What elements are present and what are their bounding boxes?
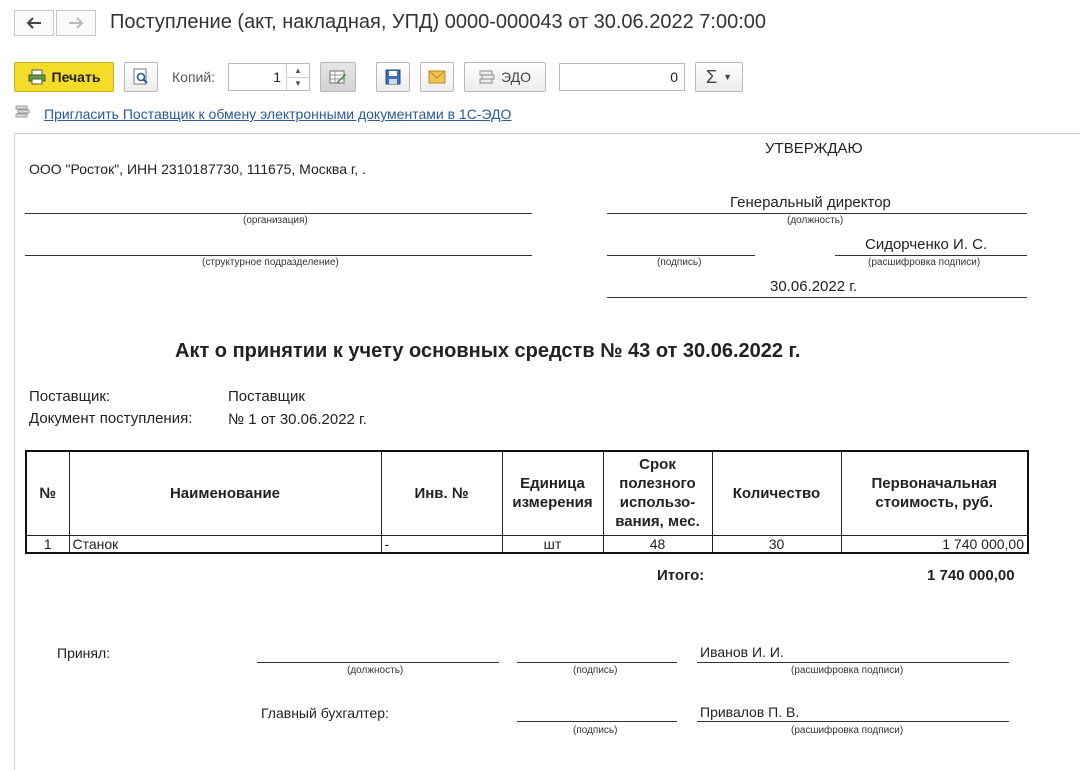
organization-line bbox=[25, 213, 532, 214]
accepted-decode-caption: (расшифровка подписи) bbox=[791, 665, 904, 676]
col-inv: Инв. № bbox=[381, 451, 502, 535]
arrow-left-icon bbox=[26, 17, 42, 29]
director-position: Генеральный директор bbox=[730, 194, 891, 211]
accepted-position-line bbox=[257, 662, 499, 663]
edit-mode-button[interactable] bbox=[320, 62, 356, 92]
accepted-position-caption: (должность) bbox=[347, 665, 404, 676]
copies-value: 1 bbox=[273, 69, 281, 85]
total-label: Итого: bbox=[657, 567, 705, 584]
cell-name: Станок bbox=[69, 535, 381, 553]
edo-button[interactable] bbox=[464, 62, 546, 92]
col-cost: Первоначальная стоимость, руб. bbox=[841, 451, 1028, 535]
floppy-icon bbox=[385, 69, 401, 85]
chevron-down-icon: ▼ bbox=[723, 72, 733, 82]
approve-date: 30.06.2022 г. bbox=[770, 278, 858, 295]
chief-signature-caption: (подпись) bbox=[573, 725, 618, 736]
accepted-signature-line bbox=[517, 662, 677, 663]
print-label: Печать bbox=[51, 69, 101, 85]
magnifier-icon bbox=[132, 68, 150, 86]
save-button[interactable] bbox=[376, 62, 410, 92]
col-qty: Количество bbox=[712, 451, 841, 535]
accepted-name: Иванов И. И. bbox=[700, 644, 784, 660]
col-unit: Единица измерения bbox=[502, 451, 603, 535]
cell-unit: шт bbox=[502, 535, 603, 553]
col-name: Наименование bbox=[69, 451, 381, 535]
assets-table bbox=[25, 450, 1029, 554]
edo-stack-icon bbox=[14, 104, 30, 120]
cell-life: 48 bbox=[603, 535, 712, 553]
edo-docs-icon bbox=[479, 70, 495, 84]
director-signature-line bbox=[607, 255, 755, 256]
sum-value: 0 bbox=[670, 69, 678, 85]
document-heading: Акт о принятии к учету основных средств № 43 от 30.06.2022 г. bbox=[175, 340, 801, 362]
supplier-label: Поставщик: bbox=[29, 388, 111, 405]
edo-invite-link[interactable]: Пригласить Поставщик к обмену электронными документами в 1С-ЭДО bbox=[44, 106, 512, 122]
receipt-doc-label: Документ поступления: bbox=[29, 410, 193, 427]
cell-inv: - bbox=[381, 535, 502, 553]
position-line bbox=[607, 213, 1027, 214]
director-decode-caption: (расшифровка подписи) bbox=[868, 257, 981, 268]
chief-signature-line bbox=[517, 721, 677, 722]
edit-table-icon bbox=[329, 69, 347, 85]
receipt-doc-value: № 1 от 30.06.2022 г. bbox=[228, 411, 367, 428]
arrow-right-icon bbox=[68, 17, 84, 29]
window-title: Поступление (акт, накладная, УПД) 0000-000043 от 30.06.2022 7:00:00 bbox=[110, 11, 767, 33]
supplier-value: Поставщик bbox=[228, 388, 305, 405]
accepted-signature-caption: (подпись) bbox=[573, 665, 618, 676]
spin-down-icon[interactable]: ▼ bbox=[286, 77, 309, 90]
sum-field[interactable] bbox=[559, 63, 685, 91]
director-signature-caption: (подпись) bbox=[657, 257, 702, 268]
col-life: Срок полезного использо- вания, мес. bbox=[603, 451, 712, 535]
sigma-icon: Σ bbox=[705, 66, 718, 87]
director-name: Сидорченко И. С. bbox=[865, 236, 988, 253]
total-value: 1 740 000,00 bbox=[927, 567, 1015, 584]
organization-text: ООО "Росток", ИНН 2310187730, 111675, Москва г, . bbox=[29, 161, 366, 177]
document-preview bbox=[14, 133, 1080, 770]
chief-accountant-name: Привалов П. В. bbox=[700, 704, 800, 720]
table-row bbox=[26, 535, 1028, 553]
envelope-icon bbox=[428, 70, 446, 84]
department-line bbox=[25, 255, 532, 256]
edo-label: ЭДО bbox=[501, 69, 531, 85]
send-email-button[interactable] bbox=[420, 62, 454, 92]
preview-button[interactable] bbox=[124, 62, 158, 92]
spin-up-icon[interactable]: ▲ bbox=[286, 64, 309, 78]
chief-decode-caption: (расшифровка подписи) bbox=[791, 725, 904, 736]
approve-date-line bbox=[607, 297, 1027, 298]
copies-stepper[interactable] bbox=[228, 63, 310, 91]
department-caption: (структурное подразделение) bbox=[202, 257, 339, 268]
copies-label: Копий: bbox=[172, 69, 216, 85]
back-button[interactable] bbox=[14, 10, 54, 36]
organization-caption: (организация) bbox=[243, 215, 308, 226]
director-decode-line bbox=[835, 255, 1027, 256]
print-button[interactable] bbox=[14, 62, 114, 92]
cell-qty: 30 bbox=[712, 535, 841, 553]
cell-num: 1 bbox=[26, 535, 69, 553]
sum-menu-button[interactable] bbox=[695, 62, 743, 92]
table-header-row bbox=[26, 451, 1028, 535]
accepted-label: Принял: bbox=[57, 645, 111, 661]
position-caption: (должность) bbox=[787, 215, 844, 226]
chief-accountant-label: Главный бухгалтер: bbox=[261, 705, 389, 721]
col-num: № bbox=[26, 451, 69, 535]
cell-cost: 1 740 000,00 bbox=[841, 535, 1028, 553]
accepted-decode-line bbox=[697, 662, 1009, 663]
printer-icon bbox=[28, 69, 46, 85]
approve-label: УТВЕРЖДАЮ bbox=[765, 140, 863, 157]
forward-button[interactable] bbox=[56, 10, 96, 36]
chief-decode-line bbox=[697, 721, 1009, 722]
